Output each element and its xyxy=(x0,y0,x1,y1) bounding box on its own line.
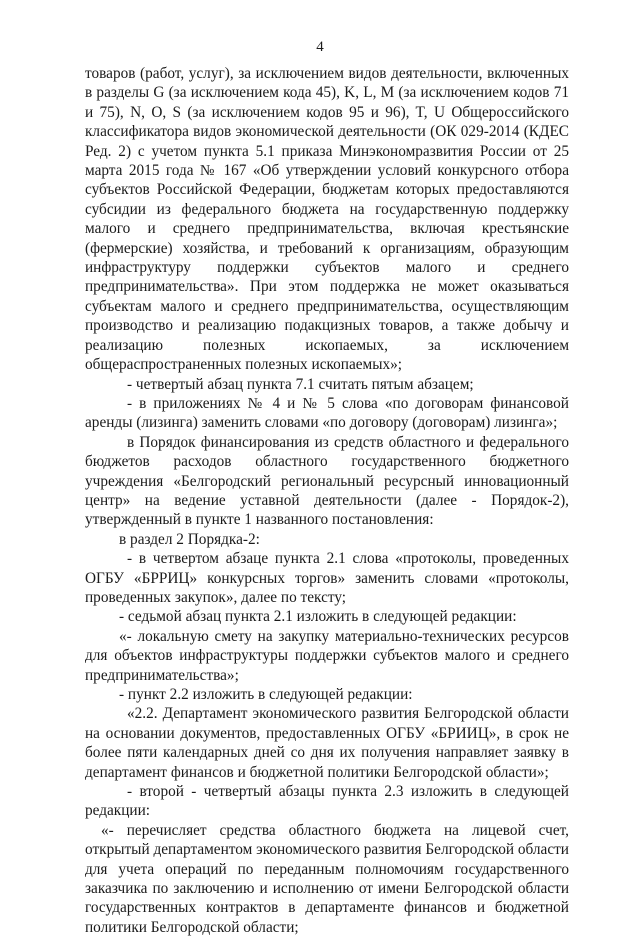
paragraph-4: в Порядок финансирования из средств областного и федерального бюджетов расходов областного государственного бюджетного учреждения «Белгородский региональный ресурсный инновационный центр» на ведение уставной деятельности (далее - Порядок-2), утвержденный в пункте 1 названного постановления: xyxy=(85,433,569,529)
document-body xyxy=(85,64,569,937)
paragraph-9: - пункт 2.2 изложить в следующей редакции: xyxy=(119,686,413,703)
page-number: 4 xyxy=(316,39,324,55)
paragraph-11: - второй - четвертый абзацы пункта 2.3 изложить в следующей редакции: xyxy=(85,783,569,820)
paragraph-1: товаров (работ, услуг), за исключением видов деятельности, включенных в разделы G (за исключением кода 45), K, L, M (за исключением кодов 71 и 75), N, O, S (за исключением кодов 95 и 96), T, U Общероссийского классификатора видов экономической деятельности (ОК 029-2014 (КДЕС Ред. 2) с учетом пункта 5.1 приказа Минэкономразвития России от 25 марта 2015 года № 167 «Об утверждении условий конкурсного отбора субъектов Российской Федерации, бюджетам которых предоставляются субсидии из федерального бюджета на государственную поддержку малого и среднего предпринимательства, включая крестьянские (фермерские) хозяйства, и требований к организациям, образующим инфраструктуру поддержки субъектов малого и среднего предпринимательства». При этом поддержка не может оказываться субъектам малого и среднего предпринимательства, осуществляющим производство и реализацию подакцизных товаров, а также добычу и реализацию полезных ископаемых, за исключением общераспространенных полезных ископаемых»; xyxy=(85,65,569,374)
paragraph-7: - седьмой абзац пункта 2.1 изложить в следующей редакции: xyxy=(119,608,517,626)
paragraph-12: «- перечисляет средства областного бюджета на лицевой счет, открытый департаментом экономического развития Белгородской области для учета операций по переданным полномочиям государственного заказчика по заключению и исполнению от имени Белгородской области государственных контрактов в департаменте финансов и бюджетной политики Белгородской области; xyxy=(85,821,569,936)
paragraph-10: «2.2. Департамент экономического развития Белгородской области на основании документов, предоставленных ОГБУ «БРИИЦ», в срок не более пяти календарных дней со дня их получения направляет заявку в департамент финансов и бюджетной политики Белгородской области»; xyxy=(85,705,569,781)
paragraph-5: в раздел 2 Порядка-2: xyxy=(119,530,260,548)
paragraph-6: - в четвертом абзаце пункта 2.1 слова «протоколы, проведенных ОГБУ «БРРИЦ» конкурсных торгов» заменить словами «протоколы, проведенных закупок», далее по тексту; xyxy=(85,550,569,606)
paragraph-2: - четвертый абзац пункта 7.1 считать пятым абзацем; xyxy=(127,375,474,393)
paragraph-3: - в приложениях № 4 и № 5 слова «по договорам финансовой аренды (лизинга) заменить словами «по договору (договорам) лизинга»; xyxy=(85,394,569,432)
paragraph-8: «- локальную смету на закупку материально-технических ресурсов для объектов инфраструктуры поддержки субъектов малого и среднего предпринимательства»; xyxy=(85,627,569,684)
